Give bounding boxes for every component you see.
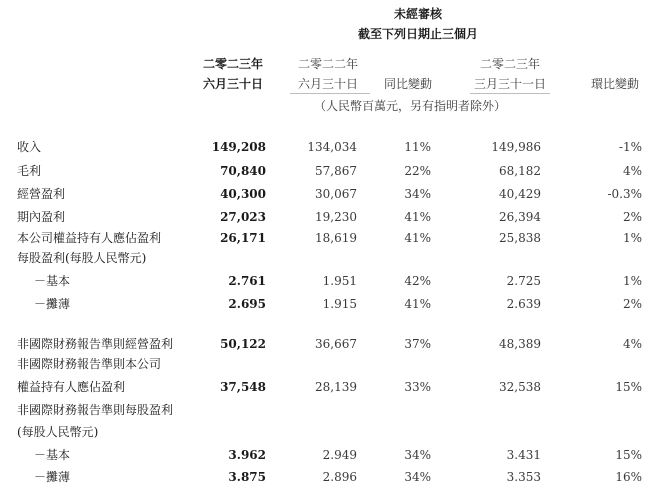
cell-yoy-change: 41% [404, 210, 431, 224]
cell-q2-2022: 30,067 [315, 187, 357, 201]
cell-q1-2023: 32,538 [499, 380, 541, 394]
header-divider [290, 93, 370, 94]
unit-note: （人民幣百萬元，另有指明者除外） [313, 99, 507, 113]
row-label: 毛利 [17, 164, 42, 178]
cell-q2-2023: 27,023 [220, 210, 266, 224]
cell-qoq-change: 16% [615, 470, 642, 484]
row-label: －攤薄 [34, 297, 71, 311]
cell-qoq-change: 15% [615, 380, 642, 394]
cell-yoy-change: 34% [404, 470, 431, 484]
row-label: 經營盈利 [17, 187, 66, 201]
cell-yoy-change: 42% [404, 274, 431, 288]
cell-q2-2022: 2.896 [322, 470, 357, 484]
cell-yoy-change: 37% [404, 337, 431, 351]
cell-q2-2022: 19,230 [315, 210, 357, 224]
row-label: 非國際財務報告準則經營盈利 [17, 337, 174, 351]
col4-header-date: 三月三十一日 [473, 77, 547, 91]
cell-yoy-change: 22% [404, 164, 431, 178]
cell-yoy-change: 33% [404, 380, 431, 394]
cell-q1-2023: 68,182 [499, 164, 541, 178]
row-label: 每股盈利(每股人民幣元) [17, 251, 147, 265]
cell-qoq-change: 2% [622, 210, 642, 224]
col5-header: 環比變動 [590, 77, 640, 91]
col1-header-date: 六月三十日 [202, 77, 264, 91]
cell-qoq-change: 1% [622, 231, 642, 245]
cell-yoy-change: 34% [404, 187, 431, 201]
cell-q2-2023: 2.695 [228, 297, 266, 311]
cell-qoq-change: 2% [622, 297, 642, 311]
row-label: 收入 [17, 140, 42, 154]
row-label: 期內盈利 [17, 210, 66, 224]
cell-q2-2022: 1.951 [322, 274, 357, 288]
cell-q2-2022: 28,139 [315, 380, 357, 394]
col4-header-year: 二零二三年 [479, 57, 541, 71]
cell-q1-2023: 3.431 [506, 448, 541, 462]
cell-q2-2022: 18,619 [315, 231, 357, 245]
cell-q2-2023: 50,122 [220, 337, 266, 351]
cell-q1-2023: 40,429 [499, 187, 541, 201]
header-unaudited: 未經審核 [393, 7, 443, 21]
cell-q1-2023: 149,986 [491, 140, 541, 154]
cell-yoy-change: 34% [404, 448, 431, 462]
row-label: 權益持有人應佔盈利 [17, 380, 126, 394]
cell-q2-2022: 1.915 [322, 297, 357, 311]
cell-q2-2022: 134,034 [307, 140, 357, 154]
cell-q2-2023: 40,300 [220, 187, 266, 201]
col1-header-year: 二零二三年 [202, 57, 264, 71]
cell-q2-2022: 36,667 [315, 337, 357, 351]
cell-q1-2023: 2.639 [506, 297, 541, 311]
cell-q2-2023: 149,208 [211, 140, 266, 154]
row-label: －攤薄 [34, 470, 71, 484]
cell-yoy-change: 41% [404, 297, 431, 311]
col2-header-year: 二零二二年 [297, 57, 359, 71]
cell-qoq-change: 1% [622, 274, 642, 288]
row-label: 本公司權益持有人應佔盈利 [17, 231, 162, 245]
col3-header: 同比變動 [383, 77, 433, 91]
cell-qoq-change: 15% [615, 448, 642, 462]
cell-q1-2023: 26,394 [499, 210, 541, 224]
header-period: 截至下列日期止三個月 [357, 27, 479, 41]
cell-yoy-change: 41% [404, 231, 431, 245]
cell-q2-2022: 57,867 [315, 164, 357, 178]
row-label: －基本 [34, 274, 71, 288]
row-label: －基本 [34, 448, 71, 462]
cell-q2-2023: 3.875 [228, 470, 266, 484]
cell-q2-2023: 37,548 [220, 380, 266, 394]
cell-q1-2023: 3.353 [506, 470, 541, 484]
cell-q2-2023: 2.761 [228, 274, 266, 288]
cell-yoy-change: 11% [404, 140, 431, 154]
cell-q2-2023: 26,171 [220, 231, 266, 245]
cell-qoq-change: 4% [622, 164, 642, 178]
cell-qoq-change: -0.3% [607, 187, 642, 201]
row-label: 非國際財務報告準則本公司 [17, 357, 162, 371]
row-label: 非國際財務報告準則每股盈利 [17, 403, 174, 417]
col2-header-date: 六月三十日 [297, 77, 359, 91]
cell-q1-2023: 2.725 [506, 274, 541, 288]
cell-q2-2022: 2.949 [322, 448, 357, 462]
cell-qoq-change: -1% [618, 140, 642, 154]
header-divider [470, 93, 550, 94]
cell-q2-2023: 3.962 [228, 448, 266, 462]
cell-q1-2023: 25,838 [499, 231, 541, 245]
cell-q1-2023: 48,389 [499, 337, 541, 351]
cell-q2-2023: 70,840 [220, 164, 266, 178]
cell-qoq-change: 4% [622, 337, 642, 351]
row-label: (每股人民幣元) [17, 425, 99, 439]
